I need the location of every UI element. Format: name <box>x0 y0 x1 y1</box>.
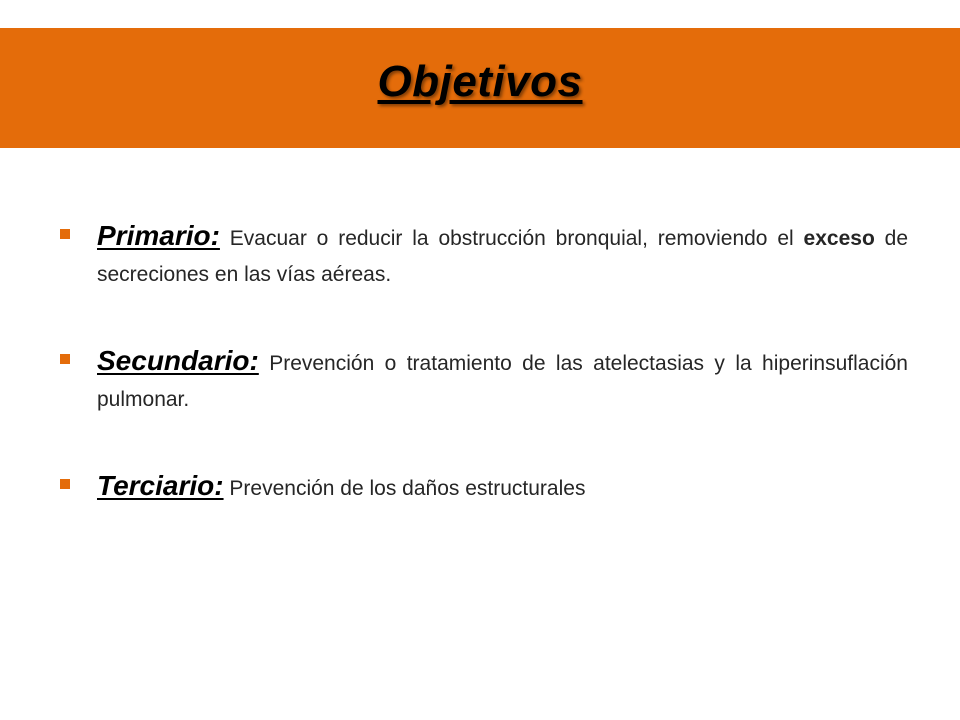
slide-title: Objetivos <box>377 57 583 106</box>
title-banner <box>0 28 960 148</box>
square-bullet-icon <box>60 354 70 364</box>
item-text-bold: exceso <box>803 227 875 250</box>
item-text: Evacuar o reducir la obstrucción bronquial, removiendo el <box>229 227 794 250</box>
item-label: Secundario: <box>97 345 259 376</box>
list-item-primario <box>60 218 908 293</box>
list-item-secundario <box>60 343 908 418</box>
item-text: Prevención o tratamiento de las atelectasias y la hiperinsuflación pulmonar. <box>97 352 908 411</box>
square-bullet-icon <box>60 479 70 489</box>
square-bullet-icon <box>60 229 70 239</box>
item-text: Prevención de los daños estructurales <box>229 477 586 500</box>
item-label: Primario: <box>97 220 220 251</box>
item-label: Terciario: <box>97 470 224 501</box>
list-item-terciario <box>60 468 908 507</box>
objectives-list <box>60 218 908 557</box>
item-text: de secreciones en las vías aéreas. <box>97 227 908 286</box>
